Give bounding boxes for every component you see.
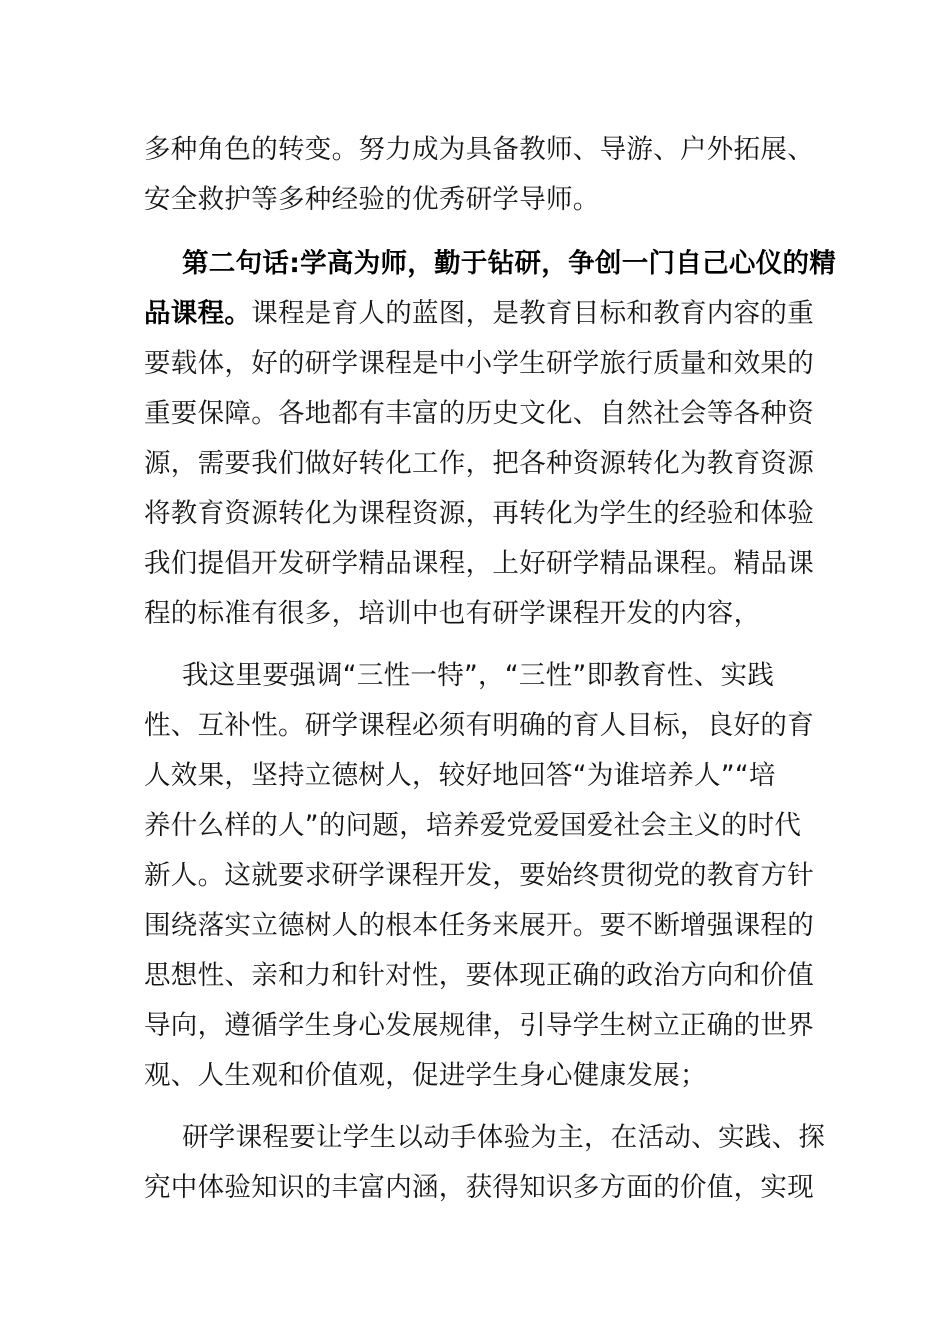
text-line — [144, 758, 776, 794]
text-line — [144, 346, 814, 382]
line-text: 导向，遵循学生身心发展规律，引导学生树立正确的世界 — [144, 1010, 814, 1041]
line-text: 源，需要我们做好转化工作，把各种资源转化为教育资源 — [144, 448, 814, 479]
text-line — [144, 1008, 814, 1044]
line-text: 养什么样的人”的问题，培养爱党爱国爱社会主义的时代 — [144, 810, 802, 841]
line-text: 人效果，坚持立德树人，较好地回答“为谁培养人”“培 — [144, 760, 776, 791]
line-text: 多种角色的转变。努力成为具备教师、导游、户外拓展、 — [144, 134, 814, 165]
line-text: 思想性、亲和力和针对性，要体现正确的政治方向和价值 — [144, 960, 814, 991]
text-line — [144, 132, 814, 168]
text-line — [144, 546, 814, 582]
line-text: 程的标准有很多，培训中也有研学课程开发的内容， — [144, 598, 761, 629]
line-text: 课程是育人的蓝图，是教育目标和教育内容的重 — [251, 298, 815, 329]
text-line — [182, 246, 836, 282]
text-line — [144, 708, 814, 744]
line-text: 围绕落实立德树人的根本任务来展开。要不断增强课程的 — [144, 910, 814, 941]
text-line — [144, 858, 814, 894]
line-text: 将教育资源转化为课程资源，再转化为学生的经验和体验 — [144, 498, 814, 529]
text-line — [182, 658, 774, 694]
section-heading-end: 品课程。 — [144, 298, 252, 329]
line-text: 我们提倡开发研学精品课程，上好研学精品课程。精品课 — [144, 548, 814, 579]
text-line — [182, 1120, 825, 1156]
text-line — [144, 446, 814, 482]
text-line — [144, 908, 814, 944]
line-text: 研学课程要让学生以动手体验为主，在活动、实践、探 — [182, 1122, 826, 1153]
line-text: 新人。这就要求研学课程开发，要始终贯彻党的教育方针 — [144, 860, 814, 891]
text-line — [144, 596, 760, 632]
text-line — [144, 958, 814, 994]
line-text: 观、人生观和价值观，促进学生身心健康发展； — [144, 1060, 707, 1091]
text-line — [144, 296, 814, 332]
line-text: 我这里要强调“三性一特”，“三性”即教育性、实践 — [182, 660, 775, 691]
line-text: 安全救护等多种经验的优秀研学导师。 — [144, 184, 600, 215]
text-line — [144, 808, 801, 844]
line-text: 要载体，好的研学课程是中小学生研学旅行质量和效果的 — [144, 348, 814, 379]
line-text: 究中体验知识的丰富内涵，获得知识多方面的价值，实现 — [144, 1172, 814, 1203]
line-text: 性、互补性。研学课程必须有明确的育人目标，良好的育 — [144, 710, 814, 741]
text-line — [144, 182, 600, 218]
text-line — [144, 396, 814, 432]
text-line — [144, 1058, 707, 1094]
line-text: 重要保障。各地都有丰富的历史文化、自然社会等各种资 — [144, 398, 814, 429]
section-heading: 第二句话:学高为师，勤于钻研，争创一门自己心仪的精 — [182, 248, 837, 279]
text-line — [144, 496, 814, 532]
text-line — [144, 1170, 814, 1206]
